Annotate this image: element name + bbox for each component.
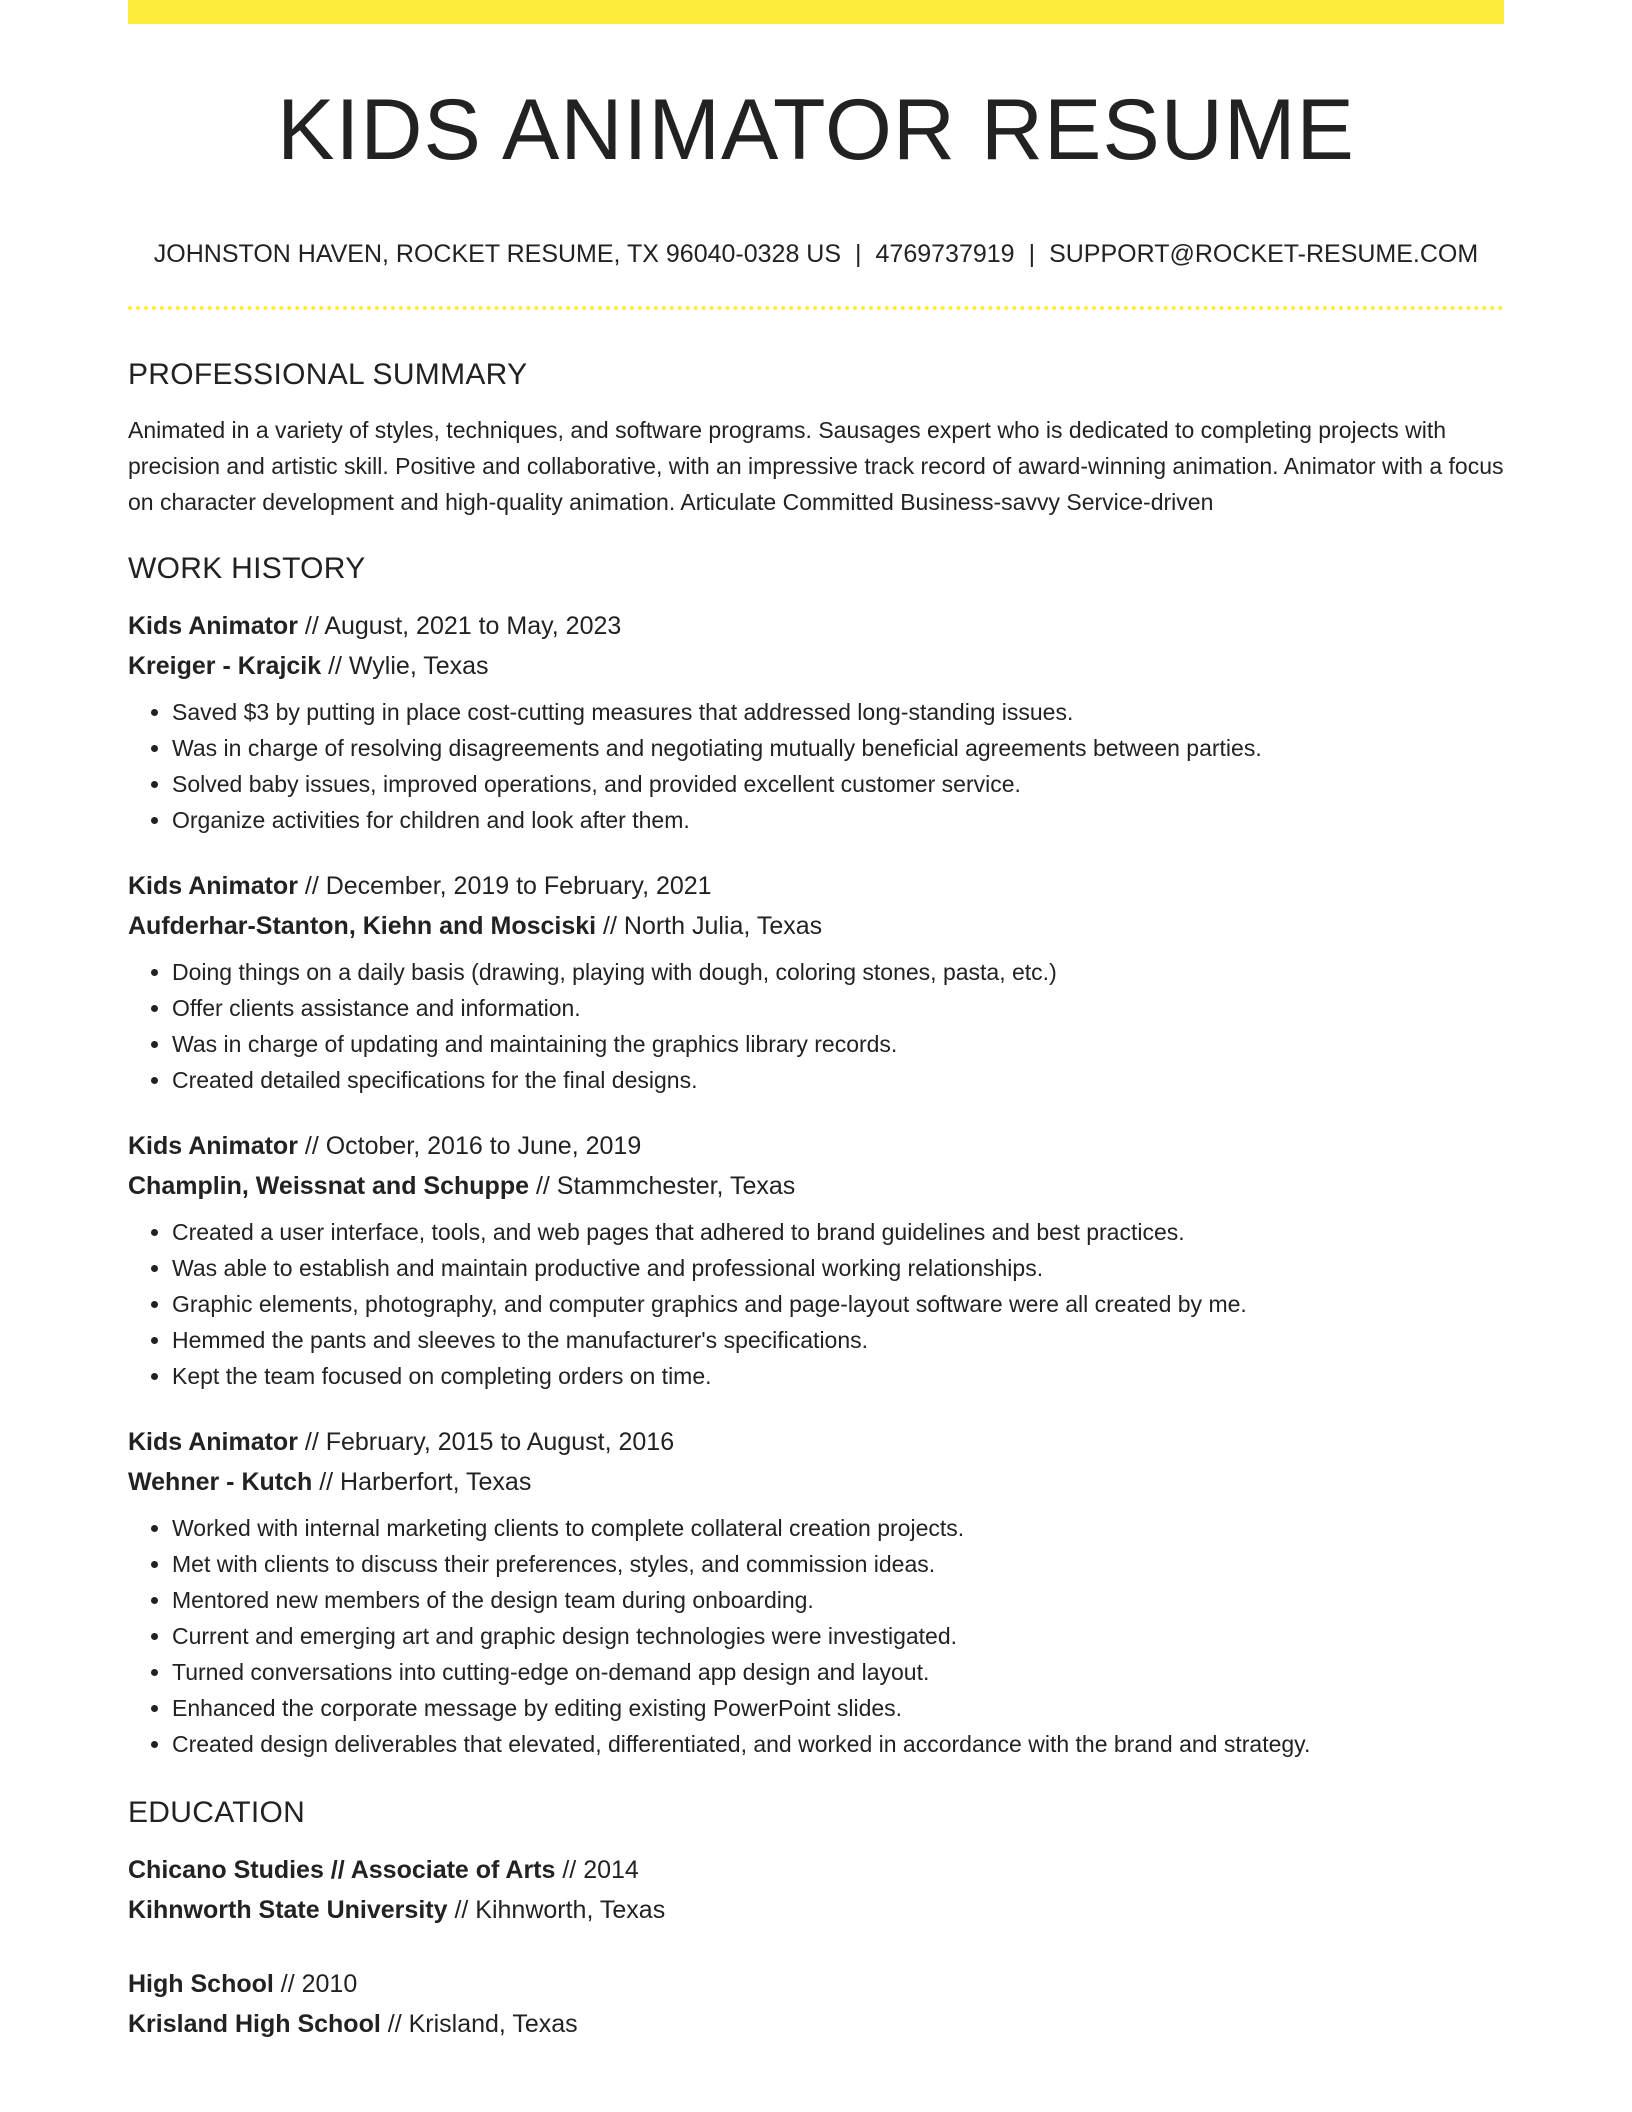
resume-content bbox=[128, 352, 1504, 2078]
job-location: // Wylie, Texas bbox=[321, 652, 489, 680]
job-bullets bbox=[128, 1214, 1504, 1394]
school-location: // Krisland, Texas bbox=[380, 2010, 578, 2038]
contact-line bbox=[128, 236, 1504, 272]
resume-title: KIDS ANIMATOR RESUME bbox=[277, 82, 1355, 178]
job-bullet: • Created detailed specifications for the final designs. bbox=[172, 1062, 1504, 1098]
school-line bbox=[128, 1890, 1504, 1930]
job-bullet: • Created design deliverables that elevated, differentiated, and worked in accordance with the brand and strategy. bbox=[172, 1726, 1504, 1762]
summary-section bbox=[128, 352, 1504, 520]
job-bullets bbox=[128, 1510, 1504, 1762]
job-bullet: • Met with clients to discuss their preferences, styles, and commission ideas. bbox=[172, 1546, 1504, 1582]
degree: Chicano Studies // Associate of Arts bbox=[128, 1856, 556, 1884]
contact-separator: | bbox=[855, 240, 862, 268]
graduation-year: // 2010 bbox=[273, 1970, 358, 1998]
job-title: Kids Animator bbox=[128, 1428, 298, 1456]
job-bullet: • Worked with internal marketing clients to complete collateral creation projects. bbox=[172, 1510, 1504, 1546]
summary-text: Animated in a variety of styles, techniques, and software programs. Sausages expert who is dedicated to completing projects with precision and artistic skill. Positive and collaborative, with an impressive track record of award-winning animation. Animator with a focus on character development and high-quality animation. Articulate Committed Business-savvy Service-driven bbox=[128, 417, 1504, 515]
job-entry bbox=[128, 1126, 1504, 1394]
work-history-heading: WORK HISTORY bbox=[128, 552, 366, 585]
education-entry bbox=[128, 1964, 1504, 2044]
job-dates: // December, 2019 to February, 2021 bbox=[297, 872, 712, 900]
school-name: Kihnworth State University bbox=[128, 1896, 448, 1924]
job-location: // Harberfort, Texas bbox=[312, 1468, 532, 1496]
job-bullet: • Doing things on a daily basis (drawing, playing with dough, coloring stones, pasta, etc.) bbox=[172, 954, 1504, 990]
job-title: Kids Animator bbox=[128, 1132, 298, 1160]
graduation-year: // 2014 bbox=[555, 1856, 639, 1884]
job-dates: // February, 2015 to August, 2016 bbox=[297, 1428, 675, 1456]
job-title-line bbox=[128, 1422, 1504, 1462]
summary-heading: PROFESSIONAL SUMMARY bbox=[128, 358, 528, 391]
job-bullet: • Hemmed the pants and sleeves to the manufacturer's specifications. bbox=[172, 1322, 1504, 1358]
job-bullet: • Graphic elements, photography, and computer graphics and page-layout software were all created by me. bbox=[172, 1286, 1504, 1322]
job-bullet: • Created a user interface, tools, and web pages that adhered to brand guidelines and best practices. bbox=[172, 1214, 1504, 1250]
job-dates: // August, 2021 to May, 2023 bbox=[297, 612, 622, 640]
job-bullet: • Turned conversations into cutting-edge on-demand app design and layout. bbox=[172, 1654, 1504, 1690]
degree-line bbox=[128, 1964, 1504, 2004]
job-company-line bbox=[128, 646, 1504, 686]
job-bullet: • Was in charge of resolving disagreements and negotiating mutually beneficial agreements between parties. bbox=[172, 730, 1504, 766]
job-company-line bbox=[128, 1462, 1504, 1502]
job-bullet: • Solved baby issues, improved operations, and provided excellent customer service. bbox=[172, 766, 1504, 802]
job-dates: // October, 2016 to June, 2019 bbox=[297, 1132, 642, 1160]
dotted-divider bbox=[128, 306, 1504, 310]
education-heading: EDUCATION bbox=[128, 1796, 306, 1829]
job-company-line bbox=[128, 1166, 1504, 1206]
contact-email: SUPPORT@ROCKET-RESUME.COM bbox=[1049, 240, 1479, 268]
contact-separator: | bbox=[1028, 240, 1036, 268]
school-line bbox=[128, 2004, 1504, 2044]
school-name: Krisland High School bbox=[128, 2010, 381, 2038]
job-bullets bbox=[128, 954, 1504, 1098]
job-title-line bbox=[128, 866, 1504, 906]
education-entry bbox=[128, 1850, 1504, 1930]
job-bullet: • Kept the team focused on completing orders on time. bbox=[172, 1358, 1504, 1394]
degree-line bbox=[128, 1850, 1504, 1890]
contact-phone: 4769737919 bbox=[875, 240, 1015, 268]
job-title-line bbox=[128, 1126, 1504, 1166]
job-bullets bbox=[128, 694, 1504, 838]
job-title-line bbox=[128, 606, 1504, 646]
job-bullet: • Mentored new members of the design team during onboarding. bbox=[172, 1582, 1504, 1618]
job-entry bbox=[128, 606, 1504, 838]
job-bullet: • Saved $3 by putting in place cost-cutting measures that addressed long-standing issues. bbox=[172, 694, 1504, 730]
work-history-section bbox=[128, 546, 1504, 1762]
job-bullet: • Enhanced the corporate message by editing existing PowerPoint slides. bbox=[172, 1690, 1504, 1726]
education-section bbox=[128, 1790, 1504, 2044]
school-location: // Kihnworth, Texas bbox=[447, 1896, 666, 1924]
job-entry bbox=[128, 1422, 1504, 1762]
job-company: Wehner - Kutch bbox=[128, 1468, 313, 1496]
job-bullet: • Was able to establish and maintain productive and professional working relationships. bbox=[172, 1250, 1504, 1286]
job-location: // North Julia, Texas bbox=[596, 912, 823, 940]
job-entry bbox=[128, 866, 1504, 1098]
job-company: Aufderhar-Stanton, Kiehn and Mosciski bbox=[128, 912, 597, 940]
job-company-line bbox=[128, 906, 1504, 946]
job-company: Champlin, Weissnat and Schuppe bbox=[128, 1172, 529, 1200]
job-title: Kids Animator bbox=[128, 612, 298, 640]
job-title: Kids Animator bbox=[128, 872, 298, 900]
job-company: Kreiger - Krajcik bbox=[128, 652, 322, 680]
job-bullet: • Offer clients assistance and information. bbox=[172, 990, 1504, 1026]
job-bullet: • Was in charge of updating and maintaining the graphics library records. bbox=[172, 1026, 1504, 1062]
contact-address: JOHNSTON HAVEN, ROCKET RESUME, TX 96040-0328 US bbox=[153, 240, 842, 268]
accent-bar bbox=[128, 0, 1504, 24]
job-bullet: • Organize activities for children and look after them. bbox=[172, 802, 1504, 838]
job-location: // Stammchester, Texas bbox=[529, 1172, 796, 1200]
job-bullet: • Current and emerging art and graphic design technologies were investigated. bbox=[172, 1618, 1504, 1654]
degree: High School bbox=[128, 1970, 274, 1998]
